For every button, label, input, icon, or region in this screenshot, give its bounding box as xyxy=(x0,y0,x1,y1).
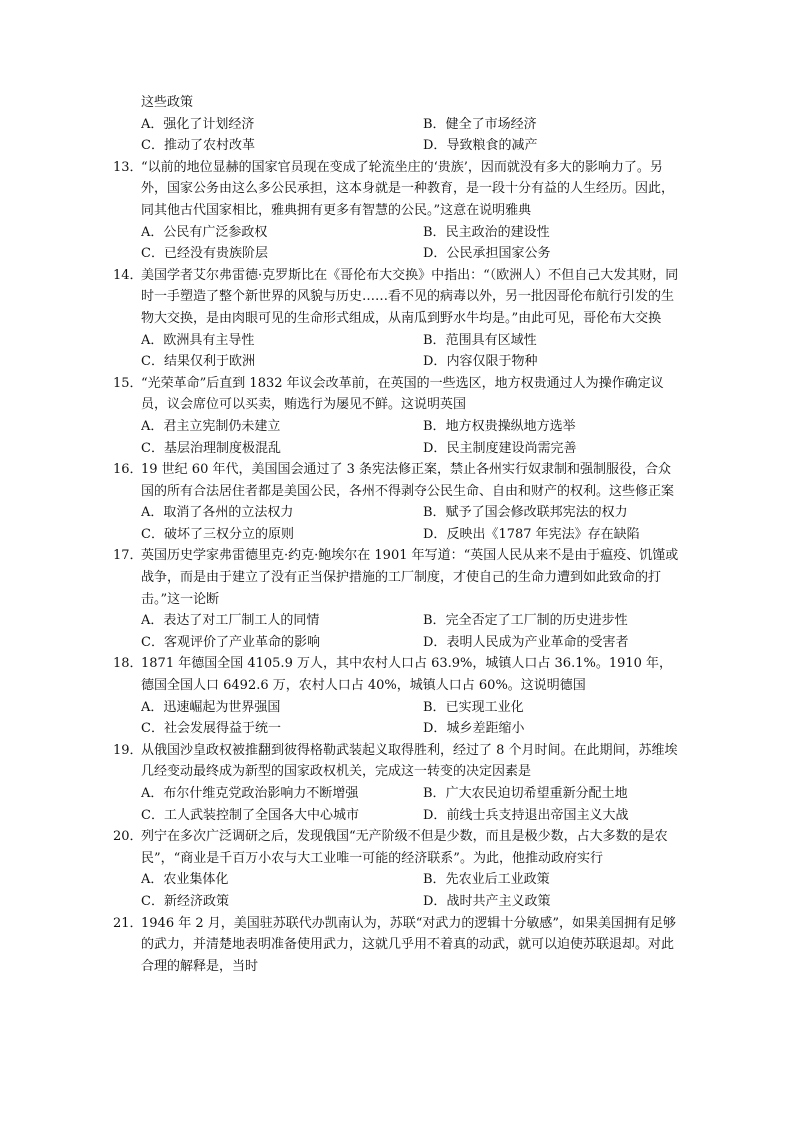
option-text: 客观评价了产业革命的影响 xyxy=(163,634,320,650)
option-letter: D． xyxy=(423,354,447,370)
question-12-continuation xyxy=(113,92,683,157)
option-c xyxy=(141,891,423,913)
option-letter: A． xyxy=(141,872,164,888)
question-number: 14． xyxy=(113,267,143,283)
question-stem: “光荣革命”后直到 1832 年议会改革前，在英国的一些选区，地方权贵通过人为操作确定议员，议会席位可以买卖，贿选行为屡见不鲜。这说明英国 xyxy=(141,375,664,413)
option-c xyxy=(141,805,423,827)
option-text: 范围具有区域性 xyxy=(445,332,537,348)
option-c xyxy=(141,135,423,157)
option-grid xyxy=(141,114,683,157)
question-stem: 1871 年德国全国 4105.9 万人，其中农村人口占 63.9%，城镇人口占 36.1%。1910 年，德国全国人口 6492.6 万，农村人口占 40%，城镇人口占 60%。这说明德国 xyxy=(141,656,673,694)
question-number: 15． xyxy=(113,375,143,391)
question-stem: 美国学者艾尔弗雷德·克罗斯比在《哥伦布大交换》中指出：“（欧洲人）不但自己大发其财，同时一手塑造了整个新世界的风貌与历史……看不见的病毒以外，另一批因哥伦布航行引发的生物大交换，是由肉眼可见的生命形式组成，从南瓜到野水牛均是。”由此可见，哥伦布大交换 xyxy=(141,267,679,326)
option-text: 强化了计划经济 xyxy=(163,116,255,132)
question-stem: 列宁在多次广泛调研之后，发现俄国“无产阶级不但是少数，而且是极少数，占大多数的是农民”，“商业是千百万小农与大工业唯一可能的经济联系”。为此，他推动政府实行 xyxy=(141,829,668,866)
option-letter: C． xyxy=(141,138,164,154)
option-text: 破坏了三权分立的原则 xyxy=(163,526,294,542)
question-item xyxy=(113,265,683,373)
option-letter: B． xyxy=(423,116,446,132)
option-d xyxy=(423,351,705,373)
option-letter: A． xyxy=(141,699,164,715)
option-letter: B． xyxy=(423,224,446,240)
option-letter: A． xyxy=(141,786,164,801)
question-stem: 从俄国沙皇政权被推翻到彼得格勒武装起义取得胜利，经过了 8 个月时间。在此期间，苏维埃几经变动最终成为新型的国家政权机关，完成这一转变的决定因素是 xyxy=(141,742,678,780)
question-stem: 19 世纪 60 年代，美国国会通过了 3 条宪法修正案，禁止各州实行奴隶制和强制服役，合众国的所有合法居住者都是美国公民，各州不得剥夺公民生命、自由和财产的权利。这些修正案 xyxy=(141,462,675,499)
option-letter: A． xyxy=(141,505,164,521)
option-d xyxy=(423,438,705,460)
option-grid xyxy=(141,502,683,545)
question-number: 20． xyxy=(113,829,143,845)
question-number: 13． xyxy=(113,159,143,175)
question-item xyxy=(113,740,683,826)
option-text: 迅速崛起为世界强国 xyxy=(163,699,281,715)
option-b xyxy=(423,610,705,632)
option-text: 布尔什维克党政治影响力不断增强 xyxy=(163,786,359,801)
option-c xyxy=(141,243,423,265)
option-text: 民主制度建设尚需完善 xyxy=(446,440,577,456)
option-b xyxy=(423,502,705,524)
option-text: 表明人民成为产业革命的受害者 xyxy=(446,634,629,650)
option-b xyxy=(423,222,705,244)
option-letter: D． xyxy=(423,893,447,909)
option-letter: A． xyxy=(141,224,164,240)
option-letter: D． xyxy=(423,634,447,650)
option-text: 已经没有贵族阶层 xyxy=(163,246,268,262)
option-letter: D． xyxy=(423,138,447,154)
option-c xyxy=(141,632,423,654)
option-letter: D． xyxy=(423,721,447,737)
option-text: 君主立宪制仍未建立 xyxy=(163,418,281,434)
question-stem: 英国历史学家弗雷德里克·约克·鲍埃尔在 1901 年写道：“英国人民从来不是由于瘟疫、饥馑或战争，而是由于建立了没有正当保护措施的工厂制度，才使自己的生命力遭到如此致命的打击。”这一论断 xyxy=(141,548,679,607)
option-d xyxy=(423,524,705,546)
option-a xyxy=(141,222,423,244)
option-letter: D． xyxy=(423,526,447,542)
option-text: 先农业后工业政策 xyxy=(445,872,550,888)
option-d xyxy=(423,243,705,265)
option-a xyxy=(141,610,423,632)
option-b xyxy=(423,416,705,438)
option-text: 反映出《1787 年宪法》存在缺陷 xyxy=(446,526,640,542)
option-d xyxy=(423,632,705,654)
option-text: 健全了市场经济 xyxy=(445,116,537,132)
option-letter: C． xyxy=(141,807,164,823)
option-b xyxy=(423,114,705,136)
option-a xyxy=(141,502,423,524)
option-d xyxy=(423,718,705,740)
option-a xyxy=(141,783,423,805)
option-text: 城乡差距缩小 xyxy=(446,721,525,737)
option-text: 导致粮食的减产 xyxy=(446,138,538,154)
option-text: 战时共产主义政策 xyxy=(446,893,551,909)
option-text: 已实现工业化 xyxy=(445,699,524,715)
option-grid xyxy=(141,330,683,373)
option-letter: C． xyxy=(141,354,164,370)
option-letter: A． xyxy=(141,116,164,132)
option-text: 取消了各州的立法权力 xyxy=(163,505,294,521)
option-a xyxy=(141,114,423,136)
option-text: 内容仅限于物种 xyxy=(446,354,538,370)
option-grid xyxy=(141,610,683,653)
question-number: 17． xyxy=(113,548,143,564)
option-letter: C． xyxy=(141,634,164,650)
option-text: 广大农民迫切希望重新分配土地 xyxy=(445,786,628,801)
option-b xyxy=(423,869,705,891)
option-b xyxy=(423,783,705,805)
option-d xyxy=(423,805,705,827)
option-text: 工人武装控制了全国各大中心城市 xyxy=(163,807,359,823)
option-text: 社会发展得益于统一 xyxy=(163,721,281,737)
option-text: 前线士兵支持退出帝国主义大战 xyxy=(446,807,629,823)
option-text: 赋予了国会修改联邦宪法的权力 xyxy=(445,505,628,521)
question-list xyxy=(113,92,683,977)
option-letter: A． xyxy=(141,613,164,629)
option-text: 完全否定了工厂制的历史进步性 xyxy=(445,613,628,629)
option-c xyxy=(141,438,423,460)
option-a xyxy=(141,869,423,891)
option-grid xyxy=(141,697,683,740)
option-text: 农业集体化 xyxy=(163,872,229,888)
option-letter: C． xyxy=(141,893,164,909)
option-letter: D． xyxy=(423,807,447,823)
question-number: 18． xyxy=(113,656,143,672)
option-letter: B． xyxy=(423,786,446,801)
option-grid xyxy=(141,783,683,826)
option-letter: B． xyxy=(423,872,446,888)
option-letter: D． xyxy=(423,440,447,456)
option-b xyxy=(423,330,705,352)
question-number: 21． xyxy=(113,915,143,931)
option-grid xyxy=(141,416,683,459)
question-item xyxy=(113,826,683,912)
option-d xyxy=(423,891,705,913)
option-c xyxy=(141,718,423,740)
option-letter: D． xyxy=(423,246,447,262)
option-text: 欧洲具有主导性 xyxy=(163,332,255,348)
question-item xyxy=(113,373,683,459)
option-text: 公民承担国家公务 xyxy=(446,246,551,262)
option-letter: B． xyxy=(423,699,446,715)
option-a xyxy=(141,416,423,438)
question-stem: “以前的地位显赫的国家官员现在变成了轮流坐庄的‘贵族’，因而就没有多大的影响力了。另外，国家公务由这么多公民承担，这本身就是一种教育，是一段十分有益的人生经历。因此，同其他古代国家相比，雅典拥有更多有智慧的公民。”这意在说明雅典 xyxy=(141,159,675,218)
option-grid xyxy=(141,869,683,912)
option-letter: A． xyxy=(141,418,164,434)
option-text: 结果仅利于欧洲 xyxy=(163,354,255,370)
option-a xyxy=(141,330,423,352)
option-text: 公民有广泛参政权 xyxy=(163,224,268,240)
option-text: 推动了农村改革 xyxy=(163,138,255,154)
option-d xyxy=(423,135,705,157)
question-item xyxy=(113,653,683,739)
option-letter: B． xyxy=(423,332,446,348)
option-letter: C． xyxy=(141,246,164,262)
question-stem-tail: 这些政策 xyxy=(141,95,194,110)
option-b xyxy=(423,697,705,719)
question-number: 16． xyxy=(113,462,143,478)
option-letter: B． xyxy=(423,418,446,434)
option-text: 基层治理制度极混乱 xyxy=(163,440,281,456)
question-item xyxy=(113,459,683,545)
question-item xyxy=(113,545,683,653)
option-text: 民主政治的建设性 xyxy=(445,224,550,240)
option-letter: B． xyxy=(423,505,446,521)
question-stem: 1946 年 2 月，美国驻苏联代办凯南认为，苏联“对武力的逻辑十分敏感”，如果美国拥有足够的武力，并清楚地表明准备使用武力，这就几乎用不着真的动武，就可以迫使苏联退却。对此合理的解释是，当时 xyxy=(141,915,677,974)
question-number: 19． xyxy=(113,742,143,758)
option-c xyxy=(141,351,423,373)
question-item xyxy=(113,157,683,265)
option-letter: B． xyxy=(423,613,446,629)
question-item xyxy=(113,913,683,978)
option-letter: C． xyxy=(141,526,164,542)
option-grid xyxy=(141,222,683,265)
option-text: 地方权贵操纵地方选举 xyxy=(445,418,576,434)
option-letter: C． xyxy=(141,440,164,456)
option-letter: A． xyxy=(141,332,164,348)
option-a xyxy=(141,697,423,719)
option-text: 新经济政策 xyxy=(163,893,229,909)
option-text: 表达了对工厂制工人的同情 xyxy=(163,613,320,629)
option-c xyxy=(141,524,423,546)
option-letter: C． xyxy=(141,721,164,737)
